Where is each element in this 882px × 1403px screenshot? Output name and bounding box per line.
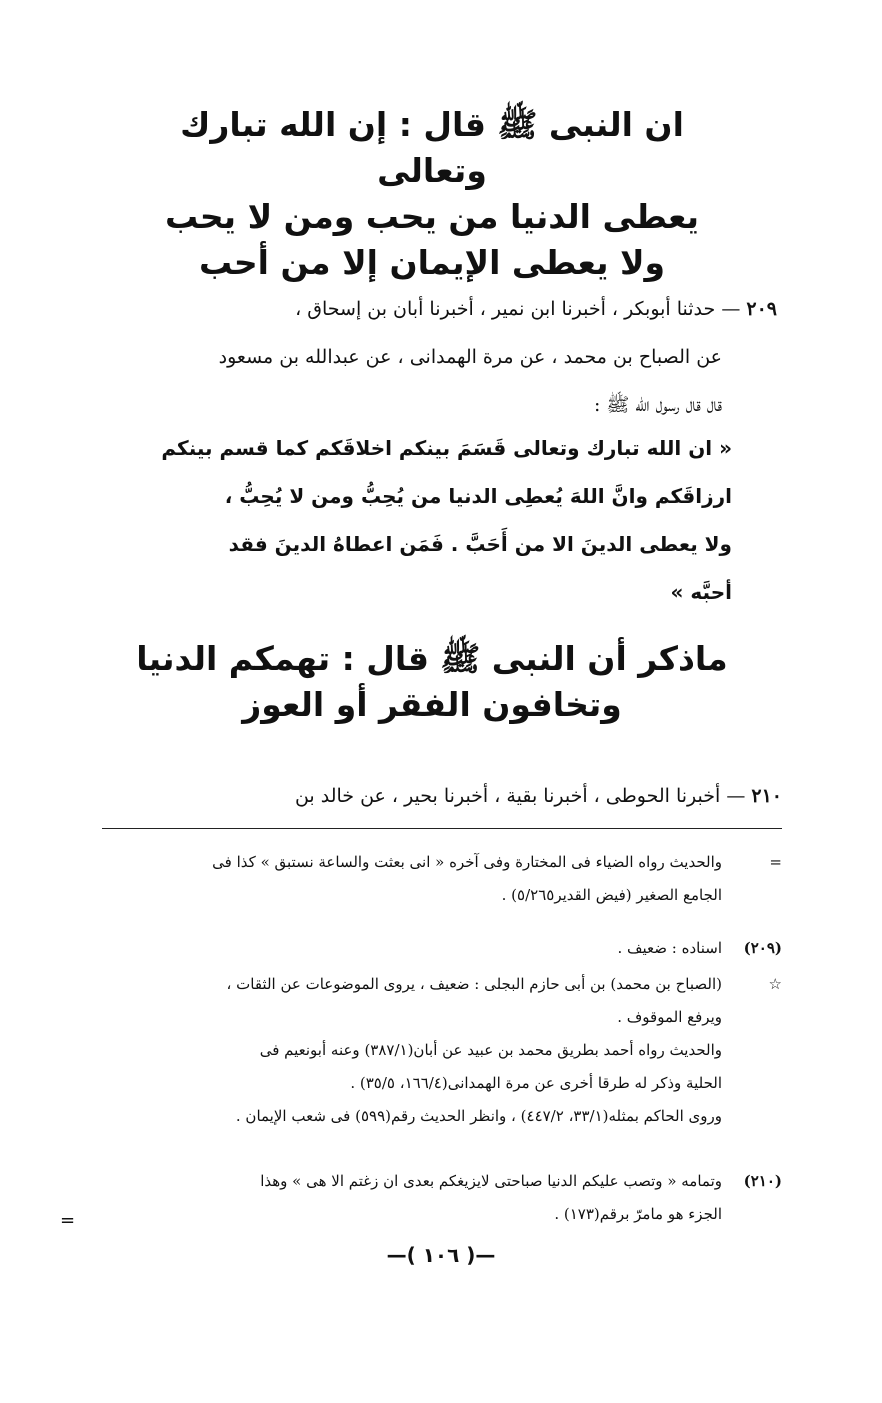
matn-line: أحبَّه » (670, 580, 732, 604)
footnote-label: (٢١٠) (743, 1172, 782, 1190)
continuation-marker: = (769, 853, 782, 871)
footnote-continuation (97, 846, 782, 912)
hadith-209-isnad: ٢٠٩ — حدثنا أبوبكر ، أخبرنا ابن نمير ، أخبرنا أبان بن إسحاق ، عن الصباح بن محمد ، عن مرة الهمدانى ، عن عبدالله بن مسعود قال قال رسول الله ﷺ : (97, 285, 777, 429)
chapter-heading-2 (132, 636, 732, 728)
matn-line: « ان الله تبارك وتعالى قَسَمَ بينكم اخلاقَكم كما قسم بينكم (161, 436, 732, 460)
page-number: —( ١٠٦ )— (386, 1243, 496, 1267)
heading-line: وتخافون الفقر أو العوز (242, 685, 622, 724)
hadith-number: ٢١٠ (751, 785, 782, 807)
footnote-line: وروى الحاكم بمثله(٣٣/١، ٤٤٧/٢) ، وانظر الحديث رقم(٥٩٩) فى شعب الإيمان . (235, 1107, 722, 1125)
hadith-210-isnad: ٢١٠ — أخبرنا الحوطى ، أخبرنا بقية ، أخبرنا بحير ، عن خالد بن (294, 785, 782, 807)
footnote-210 (97, 1165, 782, 1231)
footnote-line: الجزء هو مامرّ برقم(١٧٣) . (554, 1205, 722, 1223)
star-marker: ☆ (768, 975, 782, 993)
heading-line: ان النبى ﷺ قال : إن الله تبارك وتعالى (180, 105, 684, 190)
isnad-line: قال قال رسول الله ﷺ : (593, 394, 722, 416)
hadith-number: ٢٠٩ (746, 298, 777, 320)
matn-line: ولا يعطى الدينَ الا من أَحَبَّ . فَمَن اعطاهُ الدينَ فقد (228, 532, 732, 556)
heading-line: ماذكر أن النبى ﷺ قال : تهمكم الدنيا (136, 639, 728, 678)
footnote-line: الحلية وذكر له طرقا أخرى عن مرة الهمدانى(١٦٦/٤، ٣٥/٥) . (350, 1074, 722, 1092)
hadith-209-matn (142, 424, 732, 616)
matn-line: ارزاقَكم وانَّ اللهَ يُعطِى الدنيا من يُحِبُّ ومن لا يُحِبُّ ، (224, 484, 732, 508)
footnote-line: اسناده : ضعيف . (617, 939, 722, 957)
footnote-line: والحديث رواه الضياء فى المختارة وفى آخره « انى بعثت والساعة نستبق » كذا فى (212, 853, 722, 871)
footnote-line: والحديث رواه أحمد بطريق محمد بن عبيد عن أبان(٣٨٧/١) وعنه أبونعيم فى (259, 1041, 722, 1059)
heading-line: ولا يعطى الإيمان إلا من أحب (198, 243, 666, 282)
footnote-209-narrator (97, 968, 782, 1133)
chapter-heading-1 (132, 102, 732, 286)
heading-line: يعطى الدنيا من يحب ومن لا يحب (164, 197, 700, 236)
footnote-line: ويرفع الموقوف . (617, 1008, 722, 1026)
footnote-line: الجامع الصغير (فيض القدير٥/٢٦٥) . (501, 886, 722, 904)
isnad-line: أخبرنا الحوطى ، أخبرنا بقية ، أخبرنا بحير ، عن خالد بن (294, 785, 721, 807)
footnote-divider (102, 828, 782, 829)
footnote-continues-marker: = (60, 1210, 76, 1231)
isnad-line: حدثنا أبوبكر ، أخبرنا ابن نمير ، أخبرنا أبان بن إسحاق ، (295, 298, 716, 320)
footnote-line: وتمامه « وتصب عليكم الدنيا صباحتى لايزيغكم بعدى ان زغتم الا هى » وهذا (260, 1172, 722, 1190)
footnote-209 (97, 932, 782, 965)
isnad-line: عن الصباح بن محمد ، عن مرة الهمدانى ، عن عبدالله بن مسعود (218, 346, 722, 368)
footnote-line: (الصباح بن محمد) بن أبى حازم البجلى : ضعيف ، يروى الموضوعات عن الثقات ، (226, 975, 722, 993)
footnote-label: (٢٠٩) (743, 939, 782, 957)
